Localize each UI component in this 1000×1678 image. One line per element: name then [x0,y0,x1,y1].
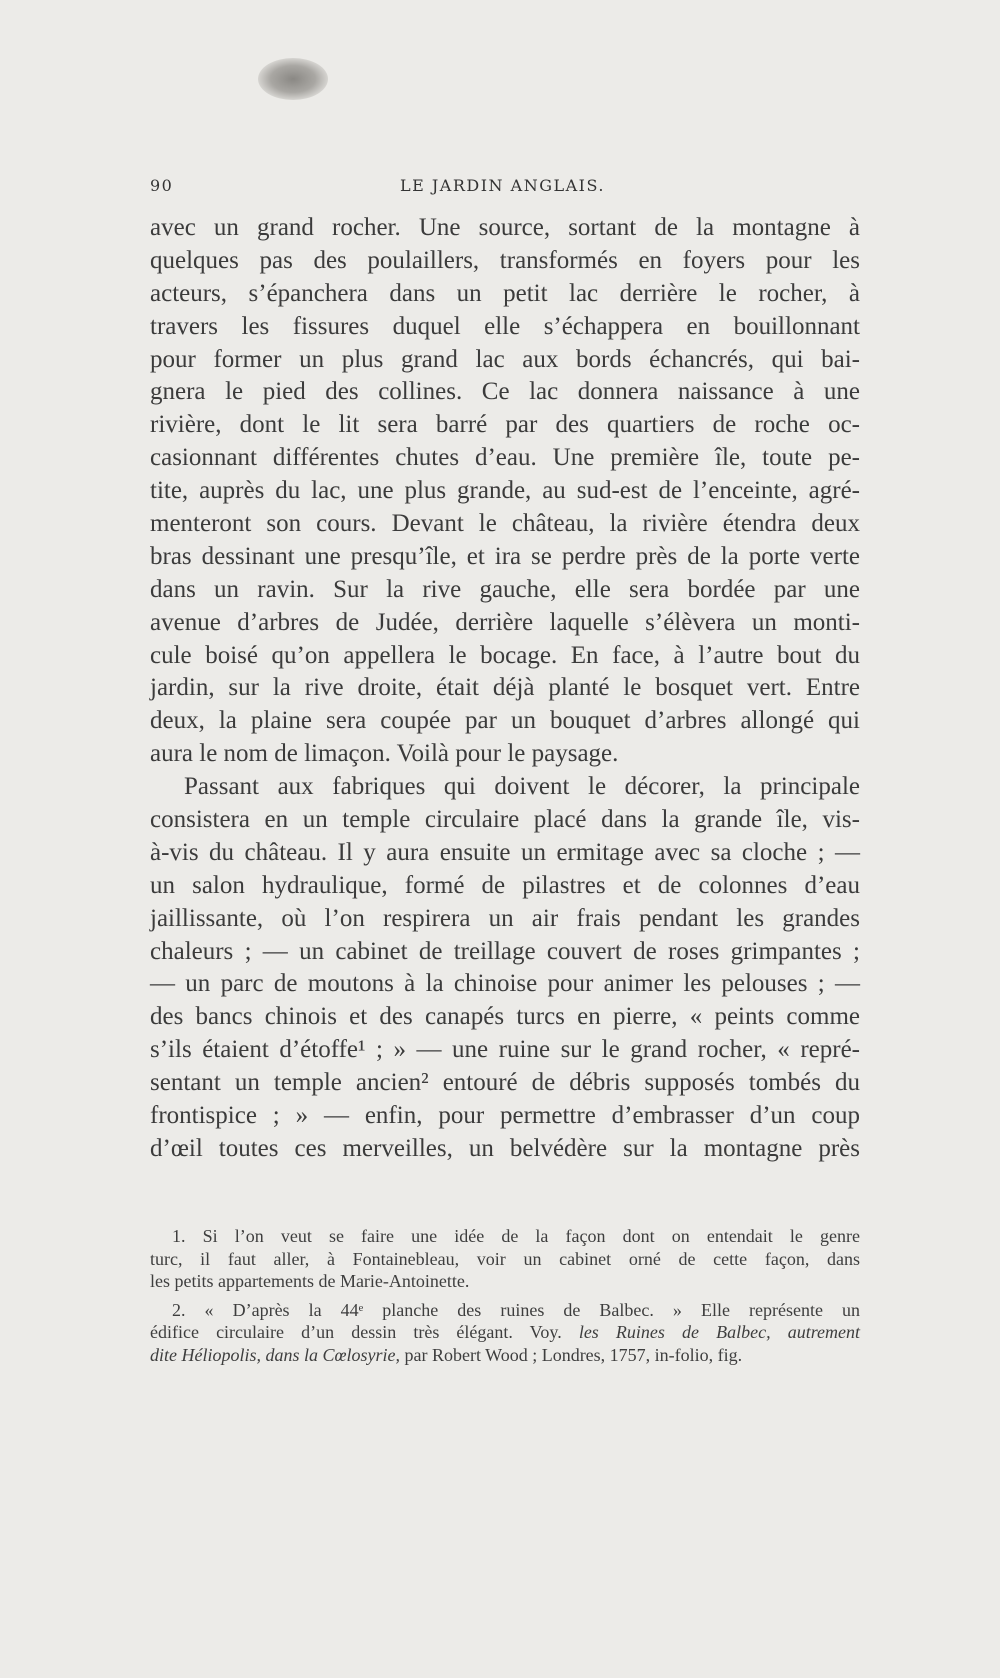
text-line: aura le nom de limaçon. Voilà pour le paysage. [150,740,619,768]
text-line: gnera le pied des collines. Ce lac donnera naissance à une [150,378,860,406]
footnote-line: turc, il faut aller, à Fontainebleau, voir un cabinet orné de cette façon, dans [150,1248,860,1269]
footnote-italic-title: les Ruines de Balbec, autrement [578,1322,861,1342]
text-line: deux, la plaine sera coupée par un bouquet d’arbres allongé qui [150,707,860,735]
text-line: sentant un temple ancien² entouré de débris supposés tombés du [150,1069,860,1097]
page-number: 90 [150,176,174,195]
text-line: d’œil toutes ces merveilles, un belvédère sur la montagne près [150,1134,860,1162]
footnote-line: 2. « D’après la 44ᵉ planche des ruines de Balbec. » Elle représente un [172,1299,860,1320]
text-line: à-vis du château. Il y aura ensuite un ermitage avec sa cloche ; — [150,838,860,866]
text-line: quelques pas des poulaillers, transformés en foyers pour les [150,246,860,274]
running-title: LE JARDIN ANGLAIS. [400,176,605,195]
text-line: bras dessinant une presqu’île, et ira se perdre près de la porte verte [150,542,860,570]
text-line: consistera en un temple circulaire placé dans la grande île, vis- [150,806,860,834]
text-line: jardin, sur la rive droite, était déjà planté le bosquet vert. Entre [150,674,860,702]
text-line: travers les fissures duquel elle s’échappera en bouillonnant [150,312,860,340]
text-line: rivière, dont le lit sera barré par des quartiers de roche oc- [150,411,860,439]
body-text [150,212,860,1166]
text-line: acteurs, s’épanchera dans un petit lac derrière le rocher, à [150,279,860,307]
text-line: casionnant différentes chutes d’eau. Une première île, toute pe- [150,444,860,472]
text-line: un salon hydraulique, formé de pilastres et de colonnes d’eau [150,871,860,899]
footnote-italic-title: dite Héliopolis, dans la Cœlosyrie, [150,1344,400,1365]
footnote-line [150,1321,860,1344]
text-line: avec un grand rocher. Une source, sortant de la montagne à [150,214,860,241]
text-line: jaillissante, où l’on respirera un air frais pendant les grandes [150,904,860,932]
text-line: chaleurs ; — un cabinet de treillage couvert de roses grimpantes ; [150,937,860,965]
text-line: pour former un plus grand lac aux bords échancrés, qui bai- [150,345,860,373]
text-line: dans un ravin. Sur la rive gauche, elle sera bordée par une [150,575,860,603]
text-line: menteront son cours. Devant le château, la rivière étendra deux [150,510,860,538]
footnote-line [150,1344,860,1367]
footnote-text: par Robert Wood ; Londres, 1757, in-folio, fig. [404,1344,743,1365]
text-line: frontispice ; » — enfin, pour permettre d’embrasser d’un coup [150,1102,860,1130]
text-line: Passant aux fabriques qui doivent le décorer, la principale [184,773,860,801]
footnotes [150,1225,860,1366]
footnote-line: les petits appartements de Marie-Antoinette. [150,1271,470,1291]
ink-smudge [258,58,328,100]
text-line: avenue d’arbres de Judée, derrière laquelle s’élèvera un monti- [150,608,860,636]
text-line: — un parc de moutons à la chinoise pour animer les pelouses ; — [150,970,860,998]
text-line: des bancs chinois et des canapés turcs en pierre, « peints comme [150,1003,860,1031]
text-line: tite, auprès du lac, une plus grande, au sud-est de l’enceinte, agré- [150,477,860,505]
footnote-text: édifice circulaire d’un dessin très élégant. Voy. [150,1322,562,1342]
footnote-line: 1. Si l’on veut se faire une idée de la façon dont on entendait le genre [172,1226,860,1246]
text-line: s’ils étaient d’étoffe¹ ; » — une ruine sur le grand rocher, « repré- [150,1036,860,1064]
text-line: cule boisé qu’on appellera le bocage. En face, à l’autre bout du [150,641,860,669]
